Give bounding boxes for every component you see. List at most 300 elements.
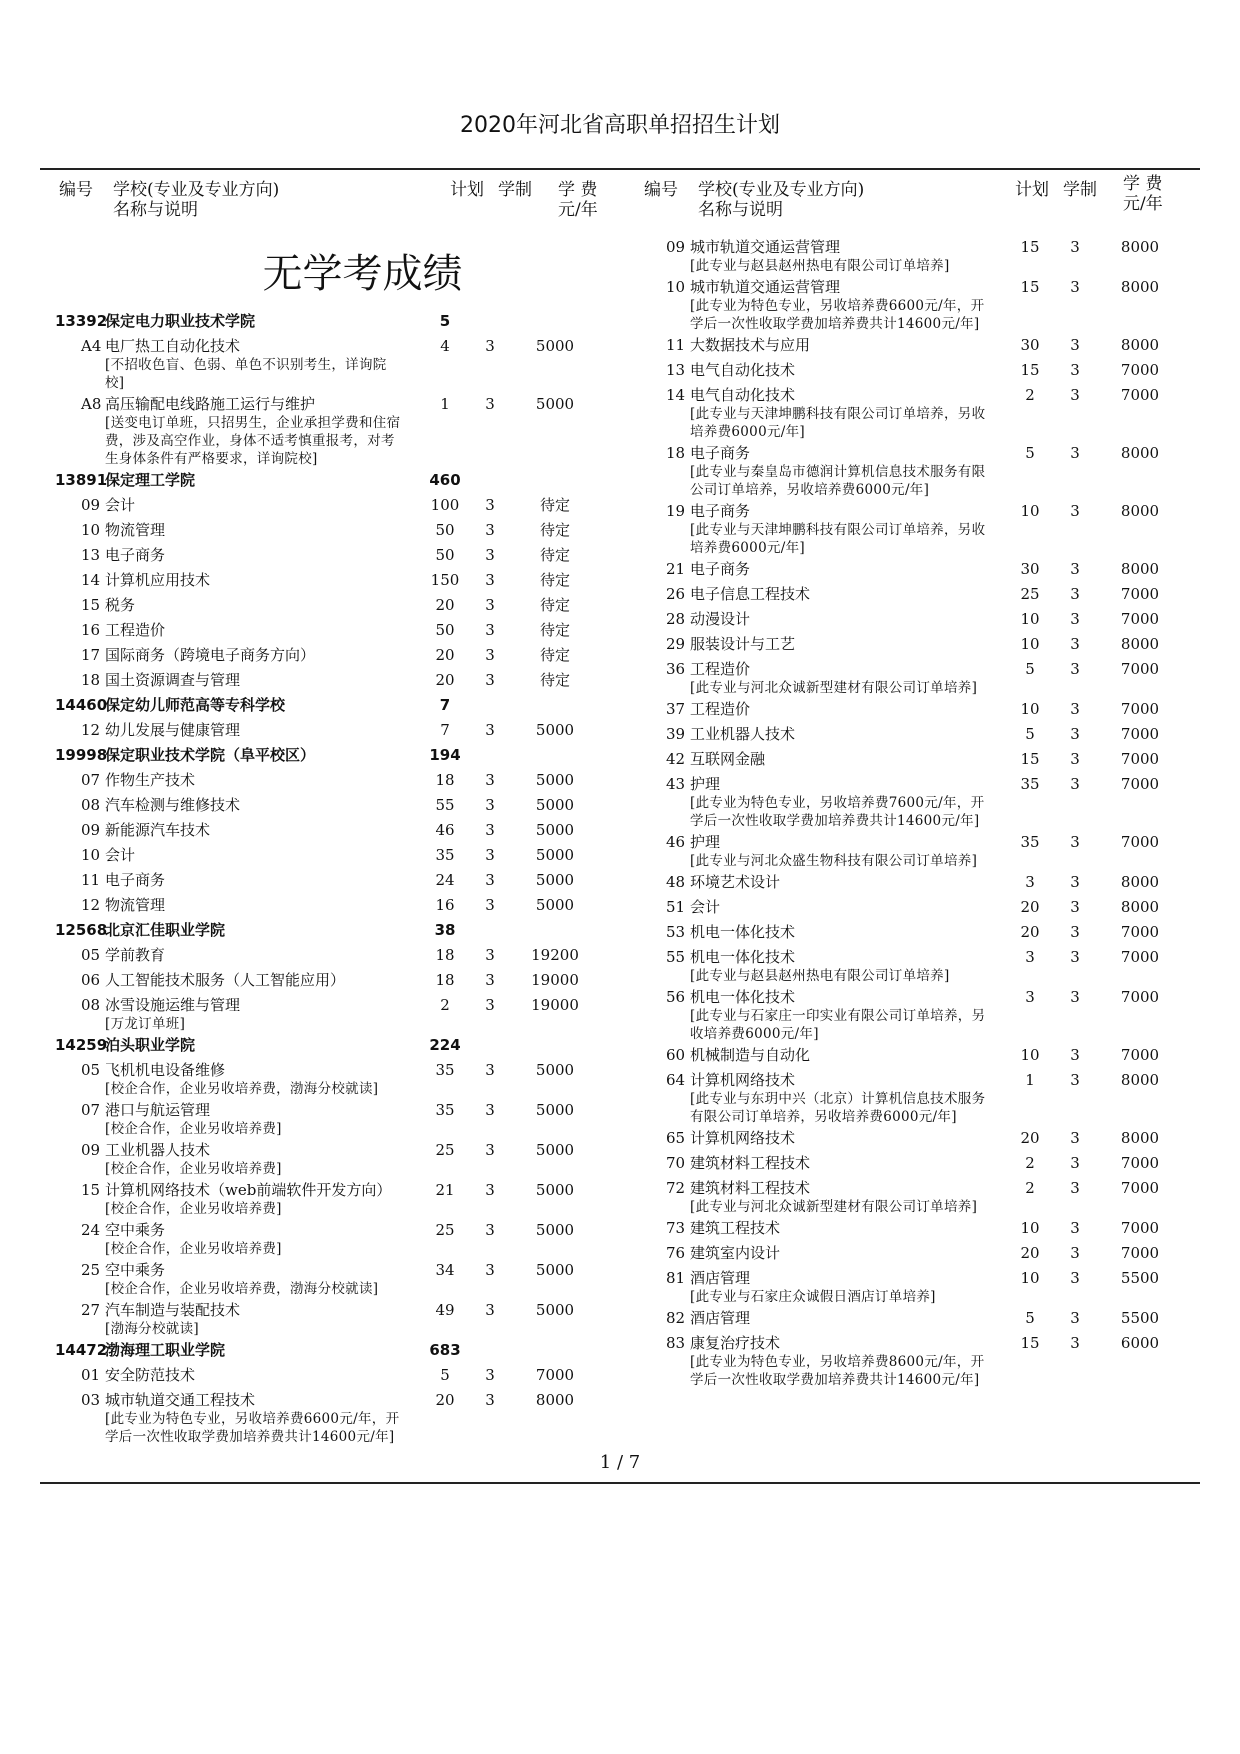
school-code: 13891 [55,471,108,489]
major-fee: 待定 [539,521,570,539]
major-code: 07 [81,771,101,789]
major-years: 3 [1070,948,1080,966]
major-name: 计算机应用技术 [105,571,211,589]
major-code: 37 [666,700,686,718]
major-entry [640,775,1195,833]
major-entry [55,337,610,395]
left-column [55,180,610,1449]
major-code: 39 [666,725,686,743]
major-plan: 2 [1025,386,1035,404]
school-row [55,696,610,721]
major-code: 10 [666,278,686,296]
header-school-desc: 名称与说明 [698,200,783,220]
major-code: 05 [81,1061,101,1079]
major-plan: 3 [1025,988,1035,1006]
major-plan: 5 [1025,725,1035,743]
major-name: 护理 [690,775,721,793]
school-row [55,1036,610,1061]
major-years: 3 [485,796,495,814]
major-entry [640,585,1195,610]
major-plan: 18 [435,946,455,964]
major-entry [55,646,610,671]
major-row [55,671,610,696]
major-entry [55,971,610,996]
major-row [640,923,1195,948]
major-row [640,1219,1195,1244]
major-years: 3 [1070,1129,1080,1147]
major-years: 3 [1070,1154,1080,1172]
major-years: 3 [1070,750,1080,768]
major-name: 物流管理 [105,896,166,914]
major-fee: 5000 [535,796,575,814]
major-plan: 20 [435,646,455,664]
major-years: 3 [1070,1334,1080,1352]
major-name: 机电一体化技术 [690,988,796,1006]
major-row [640,725,1195,750]
major-entry [640,336,1195,361]
major-years: 3 [485,846,495,864]
major-plan: 10 [1020,1269,1040,1287]
major-fee: 7000 [1120,948,1160,966]
major-plan: 10 [1020,610,1040,628]
header-plan: 计划 [450,180,484,200]
major-years: 3 [1070,775,1080,793]
major-plan: 5 [1025,660,1035,678]
major-years: 3 [485,621,495,639]
major-plan: 20 [435,596,455,614]
major-plan: 25 [1020,585,1040,603]
major-name: 国土资源调查与管理 [105,671,241,689]
major-fee: 7000 [1120,775,1160,793]
major-note: [此专业与天津坤鹏科技有限公司订单培养，另收培养费6000元/年] [690,406,986,440]
major-row [55,1141,610,1160]
major-years: 3 [485,571,495,589]
major-entry [640,502,1195,560]
major-plan: 1 [440,395,450,413]
major-years: 3 [485,971,495,989]
major-fee: 7000 [535,1366,575,1384]
major-plan: 5 [440,1366,450,1384]
major-code: 09 [81,496,101,514]
major-years: 3 [1070,725,1080,743]
header-school: 学校(专业及专业方向) [113,180,280,200]
major-row [55,496,610,521]
major-entry [640,1179,1195,1219]
major-name: 建筑材料工程技术 [690,1154,811,1172]
major-name: 建筑工程技术 [690,1219,781,1237]
major-fee: 8000 [1120,444,1160,462]
left-list [55,312,610,1449]
major-plan: 10 [1020,635,1040,653]
major-entry [640,750,1195,775]
school-plan: 7 [439,696,451,714]
major-name: 幼儿发展与健康管理 [105,721,241,739]
major-fee: 7000 [1120,700,1160,718]
major-entry [55,546,610,571]
major-entry [55,671,610,696]
major-name: 大数据技术与应用 [690,336,811,354]
major-name: 电子商务 [105,871,166,889]
major-fee: 8000 [1120,502,1160,520]
major-entry [55,821,610,846]
major-plan: 24 [435,871,455,889]
major-plan: 20 [1020,1244,1040,1262]
major-name: 空中乘务 [105,1221,166,1239]
major-plan: 7 [440,721,450,739]
major-plan: 18 [435,971,455,989]
major-name: 动漫设计 [690,610,751,628]
header-code: 编号 [644,180,678,200]
school-name: 保定电力职业技术学院 [105,312,256,330]
major-plan: 35 [1020,833,1040,851]
major-note: [此专业为特色专业，另收培养费8600元/年，开学后一次性收取学费加培养费共计14600元/年] [690,1354,985,1388]
major-name: 冰雪设施运维与管理 [105,996,241,1014]
page-number: 1 / 7 [599,1452,641,1473]
major-code: 73 [666,1219,686,1237]
major-code: 46 [666,833,686,851]
major-code: 28 [666,610,686,628]
major-code: 51 [666,898,686,916]
major-fee: 7000 [1120,585,1160,603]
major-plan: 3 [1025,948,1035,966]
school-code: 12568 [55,921,108,939]
major-fee: 待定 [539,671,570,689]
school-code: 14472 [55,1341,108,1359]
major-code: 03 [81,1391,101,1409]
major-code: A8 [81,395,102,413]
major-fee: 5000 [535,1221,575,1239]
major-code: 14 [81,571,101,589]
major-entry [640,1219,1195,1244]
major-fee: 7000 [1120,750,1160,768]
school-row [55,1341,610,1366]
major-years: 3 [485,1301,495,1319]
major-plan: 50 [435,521,455,539]
major-plan: 2 [1025,1179,1035,1197]
school-plan: 460 [429,471,461,489]
major-code: 01 [81,1366,101,1384]
major-plan: 46 [435,821,455,839]
major-plan: 15 [1020,361,1040,379]
major-row [640,444,1195,463]
major-plan: 35 [435,1061,455,1079]
major-fee: 8000 [1120,278,1160,296]
major-entry [640,833,1195,873]
major-years: 3 [1070,833,1080,851]
major-fee: 5000 [535,771,575,789]
major-name: 高压输配电线路施工运行与维护 [105,395,316,413]
major-code: 08 [81,796,101,814]
major-code: 70 [666,1154,686,1172]
major-fee: 8000 [1120,635,1160,653]
major-name: 空中乘务 [105,1261,166,1279]
major-plan: 49 [435,1301,455,1319]
major-code: 13 [81,546,101,564]
right-list [640,238,1195,1392]
major-code: 27 [81,1301,101,1319]
major-note: [此专业与天津坤鹏科技有限公司订单培养，另收培养费6000元/年] [690,522,986,556]
major-fee: 5500 [1120,1309,1160,1327]
major-note: [万龙订单班] [105,1016,186,1032]
major-entry [640,444,1195,502]
major-code: 13 [666,361,686,379]
major-plan: 55 [435,796,455,814]
major-years: 3 [1070,1046,1080,1064]
major-years: 3 [485,671,495,689]
major-years: 3 [1070,988,1080,1006]
major-fee: 8000 [535,1391,575,1409]
major-note: [不招收色盲、色弱、单色不识别考生，详询院校] [105,357,387,391]
major-note: [此专业与赵县赵州热电有限公司订单培养] [690,258,950,274]
school-plan: 683 [429,1341,461,1359]
major-note: [校企合作，企业另收培养费] [105,1121,282,1137]
major-entry [640,1129,1195,1154]
major-row [640,386,1195,405]
major-code: 18 [81,671,101,689]
major-fee: 7000 [1120,988,1160,1006]
major-entry [55,1391,610,1449]
major-code: 17 [81,646,101,664]
major-name: 互联网金融 [690,750,766,768]
major-years: 3 [485,1261,495,1279]
major-code: 42 [666,750,686,768]
major-name: 电子商务 [105,546,166,564]
header-fee: 学 费 [558,180,598,200]
school-row [55,312,610,337]
major-row [640,750,1195,775]
major-years: 3 [1070,336,1080,354]
major-code: 43 [666,775,686,793]
major-row [640,361,1195,386]
major-entry [640,725,1195,750]
major-code: A4 [81,337,102,355]
major-years: 3 [485,496,495,514]
major-note: [校企合作，企业另收培养费，渤海分校就读] [105,1281,379,1297]
major-entry [55,621,610,646]
major-plan: 4 [440,337,450,355]
major-note: [此专业与赵县赵州热电有限公司订单培养] [690,968,950,984]
major-name: 工程造价 [105,621,166,639]
major-years: 3 [485,871,495,889]
major-note: [校企合作，企业另收培养费] [105,1201,282,1217]
major-plan: 2 [440,996,450,1014]
major-plan: 35 [1020,775,1040,793]
major-fee: 5000 [535,1101,575,1119]
major-fee: 待定 [539,546,570,564]
major-plan: 15 [1020,1334,1040,1352]
major-fee: 5000 [535,871,575,889]
major-code: 10 [81,846,101,864]
major-row [640,948,1195,967]
major-code: 05 [81,946,101,964]
major-code: 72 [666,1179,686,1197]
major-name: 电气自动化技术 [690,386,796,404]
major-entry [55,871,610,896]
major-years: 3 [485,721,495,739]
major-row [640,502,1195,521]
major-fee: 5000 [535,395,575,413]
major-row [55,971,610,996]
major-fee: 7000 [1120,1244,1160,1262]
major-years: 3 [1070,444,1080,462]
major-name: 机械制造与自动化 [690,1046,811,1064]
major-note: [送变电订单班，只招男生，企业承担学费和住宿费，涉及高空作业，身体不适考慎重报考，对考生身体条件有严格要求，详询院校] [105,415,401,467]
major-note: [此专业与秦皇岛市德润计算机信息技术服务有限公司订单培养，另收培养费6000元/年] [690,464,986,498]
major-years: 3 [485,596,495,614]
major-note: [此专业与石家庄众诚假日酒店订单培养] [690,1289,936,1305]
major-name: 护理 [690,833,721,851]
major-years: 3 [485,546,495,564]
major-entry [640,923,1195,948]
major-code: 65 [666,1129,686,1147]
major-entry [640,1334,1195,1392]
major-fee: 待定 [539,646,570,664]
major-name: 电子信息工程技术 [690,585,811,603]
major-code: 12 [81,721,101,739]
major-years: 3 [485,1366,495,1384]
major-code: 60 [666,1046,686,1064]
major-row [640,1309,1195,1334]
header-fee-unit: 元/年 [1123,194,1163,214]
header-school: 学校(专业及专业方向) [698,180,865,200]
section-title: 无学考成绩 [262,251,463,297]
major-entry [55,1366,610,1391]
major-entry [55,846,610,871]
major-name: 酒店管理 [690,1269,751,1287]
major-plan: 30 [1020,560,1040,578]
major-years: 3 [485,996,495,1014]
major-name: 工业机器人技术 [105,1141,211,1159]
major-row [640,775,1195,794]
bottom-rule [40,1482,1200,1484]
major-years: 3 [1070,873,1080,891]
school-plan: 224 [429,1036,461,1054]
major-years: 3 [485,1181,495,1199]
major-plan: 15 [1020,278,1040,296]
major-years: 3 [485,1141,495,1159]
major-fee: 8000 [1120,1129,1160,1147]
major-entry [640,948,1195,988]
major-name: 服装设计与工艺 [690,635,796,653]
major-name: 城市轨道交通工程技术 [105,1391,256,1409]
major-code: 14 [666,386,686,404]
major-fee: 待定 [539,596,570,614]
major-fee: 5000 [535,1301,575,1319]
major-plan: 20 [1020,923,1040,941]
major-row [640,988,1195,1007]
major-name: 会计 [105,846,136,864]
major-row [55,546,610,571]
major-years: 3 [485,771,495,789]
header-fee-unit: 元/年 [558,200,598,220]
major-fee: 19000 [531,971,579,989]
major-row [640,1154,1195,1179]
major-code: 76 [666,1244,686,1262]
school-name: 保定职业技术学院（阜平校区） [105,746,316,764]
major-plan: 34 [435,1261,455,1279]
major-code: 56 [666,988,686,1006]
major-row [55,1181,610,1200]
major-code: 55 [666,948,686,966]
major-row [55,1366,610,1391]
major-row [55,771,610,796]
major-note: [校企合作，企业另收培养费，渤海分校就读] [105,1081,379,1097]
major-entry [55,571,610,596]
header-years: 学制 [1063,180,1097,200]
major-name: 工程造价 [690,660,751,678]
major-years: 3 [1070,635,1080,653]
major-years: 3 [1070,700,1080,718]
major-fee: 6000 [1120,1334,1160,1352]
major-years: 3 [485,521,495,539]
major-years: 3 [1070,1244,1080,1262]
major-entry [640,1269,1195,1309]
major-name: 机电一体化技术 [690,948,796,966]
major-fee: 19000 [531,996,579,1014]
major-plan: 5 [1025,1309,1035,1327]
major-row [55,871,610,896]
major-entry [55,771,610,796]
major-name: 电子商务 [690,502,751,520]
major-row [55,1301,610,1320]
major-entry [55,1101,610,1141]
school-plan: 194 [429,746,461,764]
major-note: [校企合作，企业另收培养费] [105,1161,282,1177]
major-code: 12 [81,896,101,914]
major-code: 11 [666,336,686,354]
major-row [640,1269,1195,1288]
major-note: [此专业与石家庄一印实业有限公司订单培养，另收培养费6000元/年] [690,1008,986,1042]
major-name: 工业机器人技术 [690,725,796,743]
major-years: 3 [485,946,495,964]
major-entry [55,796,610,821]
major-code: 07 [81,1101,101,1119]
major-entry [640,238,1195,278]
major-years: 3 [1070,585,1080,603]
major-row [55,896,610,921]
major-fee: 5000 [535,337,575,355]
major-plan: 20 [435,671,455,689]
major-name: 机电一体化技术 [690,923,796,941]
header-plan: 计划 [1015,180,1049,200]
major-name: 电子商务 [690,444,751,462]
major-code: 24 [81,1221,101,1239]
major-row [55,337,610,356]
major-name: 城市轨道交通运营管理 [690,238,841,256]
major-row [640,898,1195,923]
major-row [640,873,1195,898]
major-years: 3 [485,1221,495,1239]
major-row [640,635,1195,660]
major-code: 29 [666,635,686,653]
major-plan: 10 [1020,700,1040,718]
header-code: 编号 [59,180,93,200]
major-row [55,646,610,671]
major-fee: 7000 [1120,725,1160,743]
major-name: 汽车制造与装配技术 [105,1301,241,1319]
major-name: 国际商务（跨境电子商务方向） [105,646,316,664]
major-fee: 7000 [1120,660,1160,678]
major-plan: 150 [430,571,460,589]
major-entry [640,610,1195,635]
major-entry [55,996,610,1036]
major-years: 3 [1070,560,1080,578]
major-fee: 7000 [1120,610,1160,628]
major-years: 3 [1070,386,1080,404]
major-entry [55,721,610,746]
major-plan: 2 [1025,1154,1035,1172]
major-years: 3 [1070,898,1080,916]
